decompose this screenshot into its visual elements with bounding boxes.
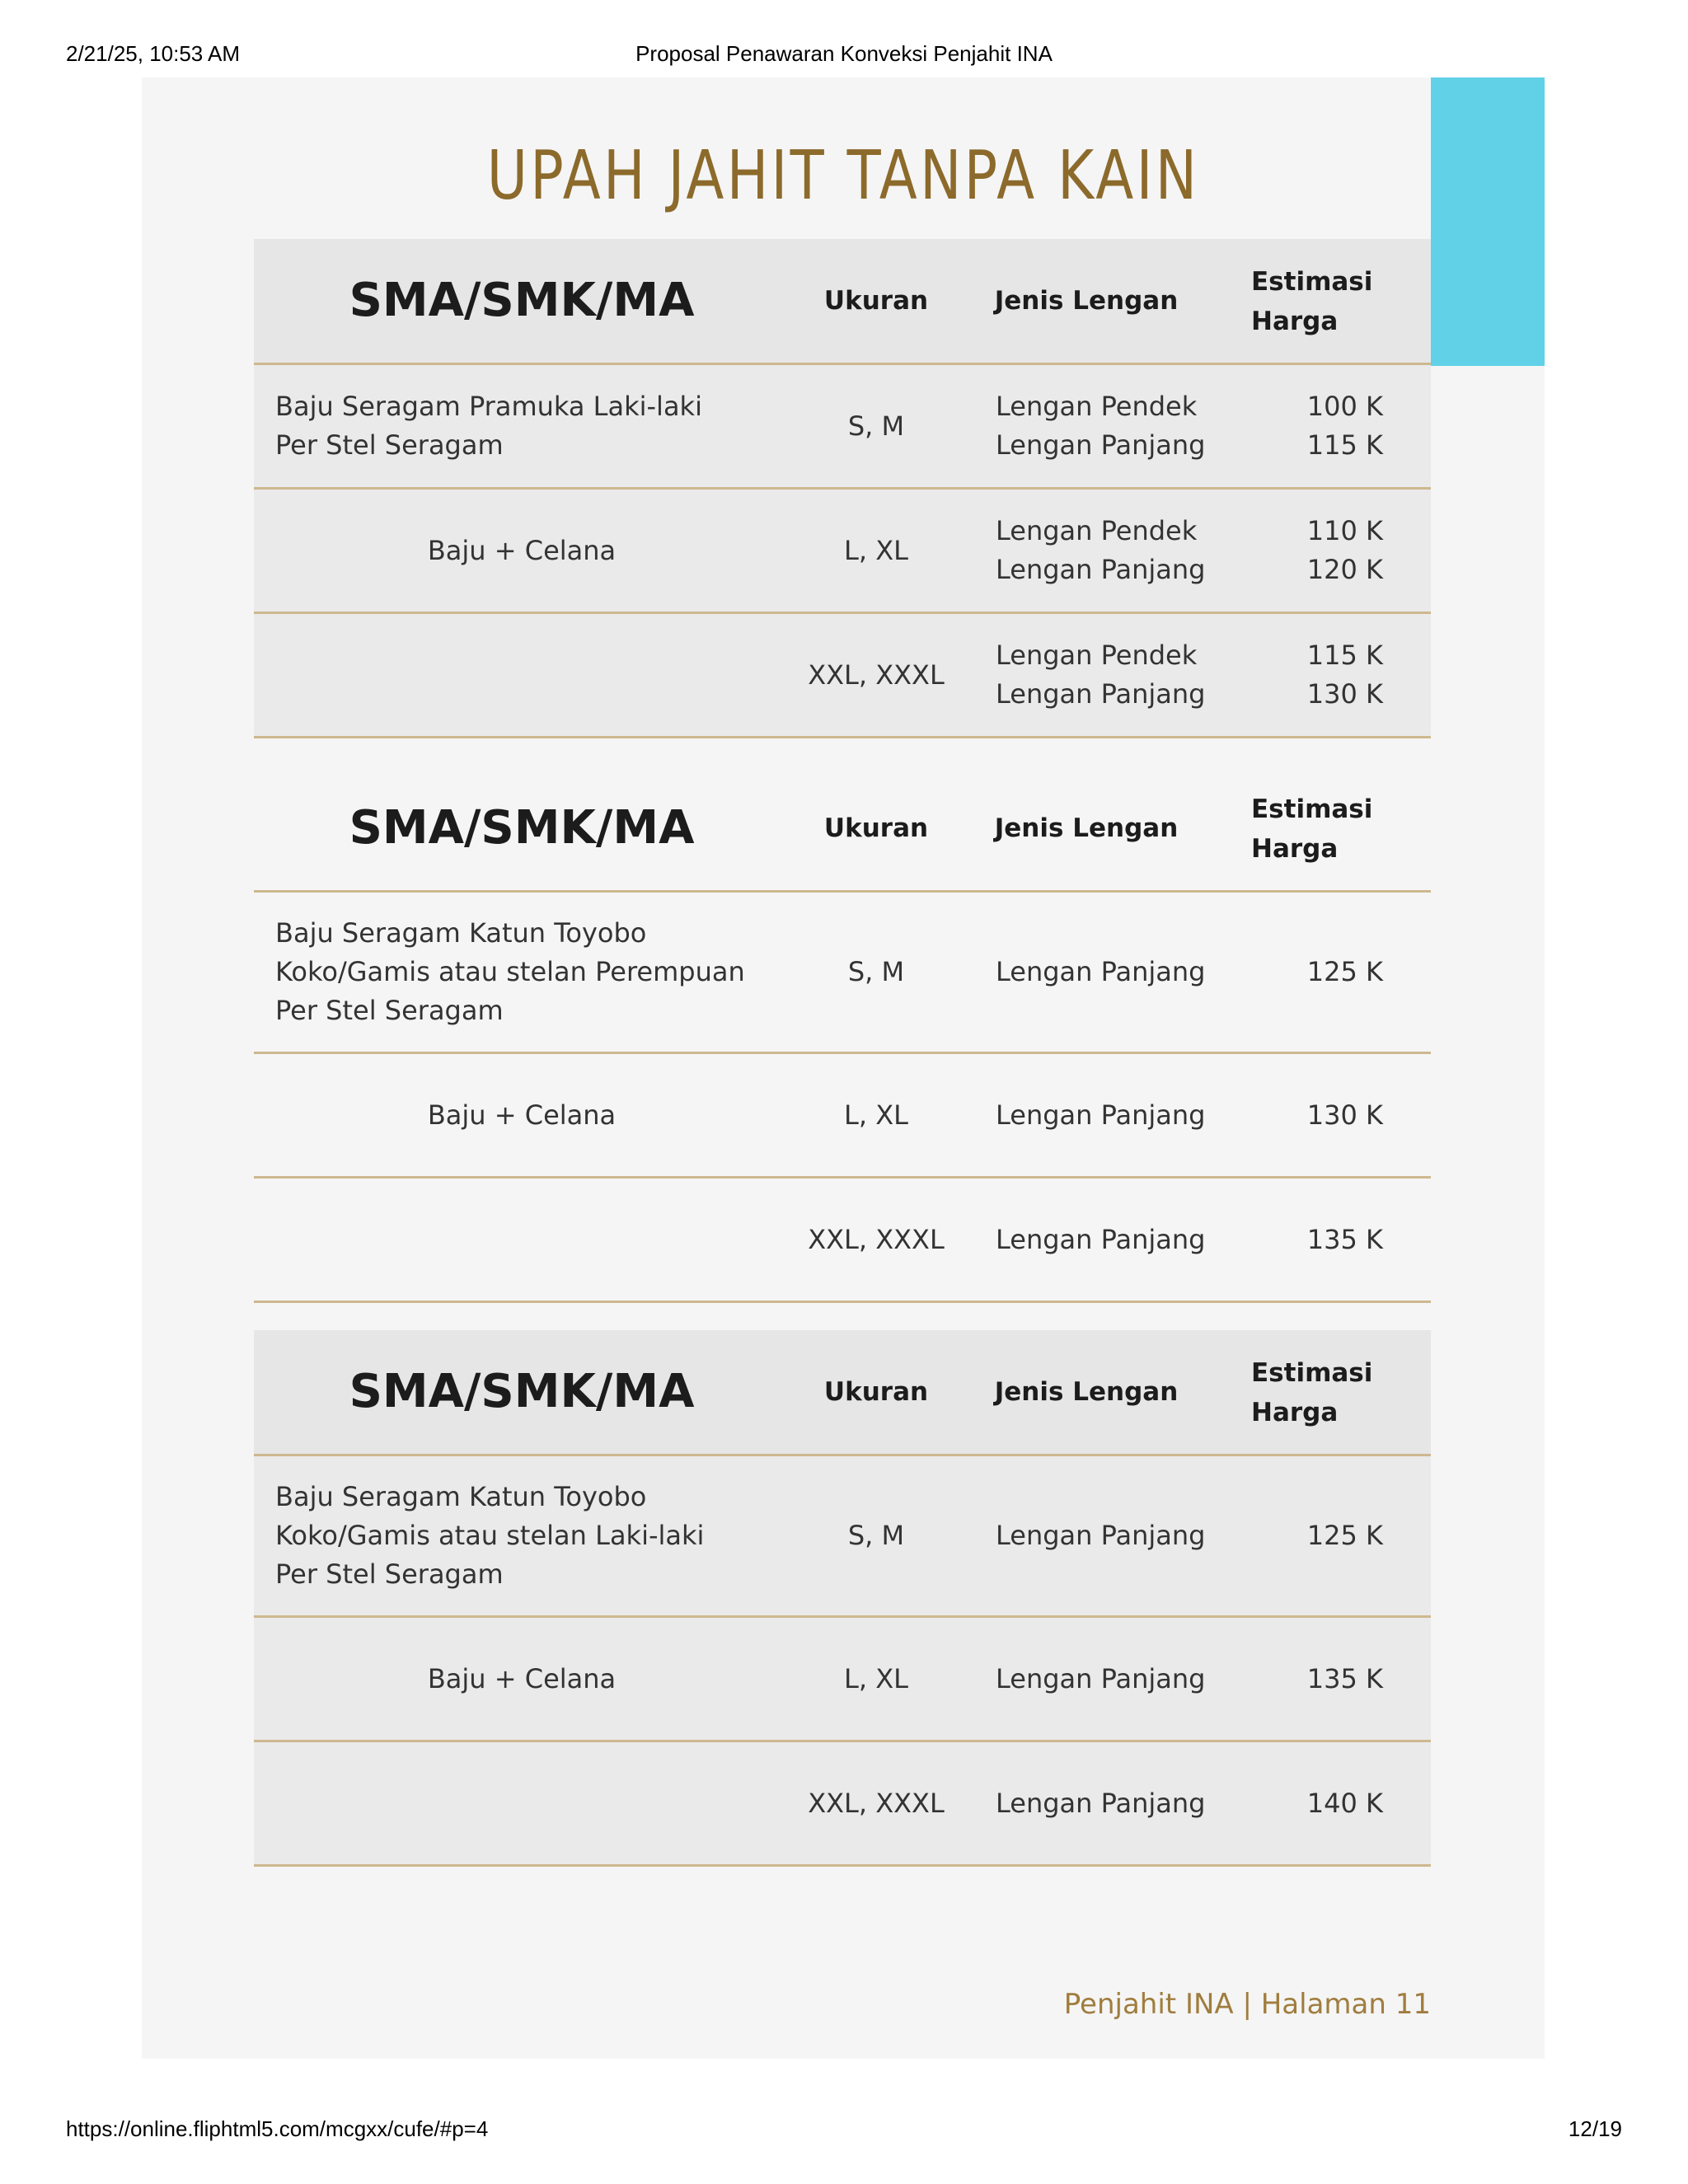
table-row — [254, 1054, 1431, 1179]
size-cell — [790, 1742, 963, 1864]
sleeve-cell — [996, 1742, 1226, 1864]
sleeve-value: Lengan Panjang — [996, 1099, 1206, 1131]
header-price-line: Harga — [1251, 834, 1339, 864]
header-school-level: SMA/SMK/MA — [349, 1365, 695, 1418]
sleeve-value: Lengan Panjang — [996, 1520, 1206, 1551]
document-page — [142, 77, 1545, 2059]
size-cell — [790, 1054, 963, 1176]
item-description — [254, 490, 790, 612]
price-value: 130 K — [1306, 678, 1383, 710]
header-size: Ukuran — [823, 1377, 929, 1407]
sleeve-value: Lengan Panjang — [996, 554, 1206, 585]
print-header — [66, 41, 1622, 69]
header-size: Ukuran — [823, 286, 929, 316]
price-cell — [1268, 365, 1383, 487]
price-cell — [1268, 1179, 1383, 1301]
table-row — [254, 614, 1431, 738]
description-line: Baju + Celana — [427, 1099, 617, 1131]
description-line: Koko/Gamis atau stelan Laki-laki — [275, 1520, 705, 1551]
page-footer: Penjahit INA | Halaman 11 — [1063, 1988, 1431, 2021]
price-value: 125 K — [1306, 1520, 1383, 1551]
header-estimated-price — [1251, 262, 1416, 341]
size-cell — [790, 1618, 963, 1740]
price-value: 140 K — [1306, 1787, 1383, 1819]
header-estimated-price — [1251, 1353, 1416, 1432]
size-cell — [790, 1179, 963, 1301]
description-line: Baju Seragam Katun Toyobo — [275, 1481, 647, 1512]
price-cell — [1268, 490, 1383, 612]
size-value: S, M — [847, 410, 905, 442]
price-cell — [1268, 1456, 1383, 1615]
print-page-count: 12/19 — [1568, 2116, 1622, 2141]
description-line: Per Stel Seragam — [275, 429, 504, 461]
price-table-toyobo-female — [254, 766, 1431, 1303]
print-datetime: 2/21/25, 10:53 AM — [66, 41, 241, 66]
size-value: S, M — [847, 1520, 905, 1551]
description-line: Per Stel Seragam — [275, 1558, 504, 1590]
header-price-line: Estimasi — [1251, 1358, 1373, 1388]
sleeve-value: Lengan Panjang — [996, 956, 1206, 987]
item-description — [275, 365, 786, 487]
header-price-line: Harga — [1251, 1398, 1339, 1427]
sleeve-value: Lengan Panjang — [996, 429, 1206, 461]
description-line: Baju + Celana — [427, 1662, 617, 1694]
sleeve-cell — [996, 1054, 1226, 1176]
size-value: S, M — [847, 956, 905, 987]
table-row — [254, 893, 1431, 1054]
sleeve-cell — [996, 1618, 1226, 1740]
print-footer — [66, 2116, 1622, 2144]
size-cell — [790, 614, 963, 736]
sleeve-value: Lengan Panjang — [996, 1662, 1206, 1694]
item-description — [275, 1456, 786, 1615]
sleeve-value: Lengan Panjang — [996, 1787, 1206, 1819]
size-value: XXL, XXXL — [808, 658, 945, 691]
header-sleeve-type: Jenis Lengan — [994, 1377, 1179, 1407]
header-price-line: Harga — [1251, 307, 1339, 336]
header-sleeve-type: Jenis Lengan — [994, 286, 1179, 316]
header-price-line: Estimasi — [1251, 267, 1373, 297]
size-value: XXL, XXXL — [808, 1223, 945, 1255]
sleeve-value: Lengan Panjang — [996, 678, 1206, 710]
sleeve-value: Lengan Pendek — [996, 640, 1198, 671]
accent-block — [1431, 77, 1545, 366]
print-url: https://online.fliphtml5.com/mcgxx/cufe/#p=4 — [66, 2116, 489, 2141]
sleeve-value: Lengan Panjang — [996, 1223, 1206, 1255]
table-row — [254, 1618, 1431, 1742]
description-line: Baju Seragam Pramuka Laki-laki — [275, 391, 702, 422]
sleeve-cell — [996, 893, 1226, 1052]
size-cell — [790, 365, 963, 487]
table-row — [254, 1742, 1431, 1867]
table-row — [254, 365, 1431, 490]
sleeve-cell — [996, 1456, 1226, 1615]
header-estimated-price — [1251, 790, 1416, 869]
header-size: Ukuran — [823, 813, 929, 843]
price-cell — [1268, 614, 1383, 736]
description-line: Baju + Celana — [427, 534, 617, 566]
price-value: 115 K — [1306, 429, 1383, 461]
size-cell — [790, 893, 963, 1052]
header-school-level: SMA/SMK/MA — [349, 274, 695, 327]
price-value: 120 K — [1306, 554, 1383, 585]
size-value: L, XL — [844, 534, 908, 566]
item-description — [254, 1054, 790, 1176]
header-price-line: Estimasi — [1251, 794, 1373, 824]
price-value: 135 K — [1306, 1223, 1383, 1255]
table-row — [254, 490, 1431, 614]
price-table-pramuka — [254, 239, 1431, 738]
item-description — [254, 1618, 790, 1740]
price-table-toyobo-male — [254, 1330, 1431, 1867]
size-value: L, XL — [844, 1662, 908, 1694]
price-value: 110 K — [1306, 515, 1383, 546]
sleeve-cell — [996, 614, 1226, 736]
sleeve-cell — [996, 490, 1226, 612]
price-value: 115 K — [1306, 640, 1383, 671]
description-line: Baju Seragam Katun Toyobo — [275, 917, 647, 949]
sleeve-cell — [996, 365, 1226, 487]
table-row — [254, 1179, 1431, 1303]
table-header — [254, 239, 1431, 365]
size-cell — [790, 490, 963, 612]
price-value: 125 K — [1306, 956, 1383, 987]
size-value: XXL, XXXL — [808, 1787, 945, 1819]
header-school-level: SMA/SMK/MA — [349, 801, 695, 855]
print-document-title: Proposal Penawaran Konveksi Penjahit INA — [635, 41, 1053, 66]
description-line: Koko/Gamis atau stelan Perempuan — [275, 956, 745, 987]
header-sleeve-type: Jenis Lengan — [994, 813, 1179, 843]
sleeve-value: Lengan Pendek — [996, 391, 1198, 422]
description-line: Per Stel Seragam — [275, 995, 504, 1026]
table-header — [254, 766, 1431, 893]
size-value: L, XL — [844, 1099, 908, 1131]
price-value: 135 K — [1306, 1662, 1383, 1694]
item-description — [275, 893, 786, 1052]
page-title: UPAH JAHIT TANPA KAIN — [486, 137, 1200, 215]
price-value: 100 K — [1306, 391, 1383, 422]
price-cell — [1268, 893, 1383, 1052]
price-value: 130 K — [1306, 1099, 1383, 1131]
price-cell — [1268, 1054, 1383, 1176]
table-header — [254, 1330, 1431, 1456]
sleeve-value: Lengan Pendek — [996, 515, 1198, 546]
table-row — [254, 1456, 1431, 1618]
price-cell — [1268, 1742, 1383, 1864]
sleeve-cell — [996, 1179, 1226, 1301]
size-cell — [790, 1456, 963, 1615]
price-cell — [1268, 1618, 1383, 1740]
